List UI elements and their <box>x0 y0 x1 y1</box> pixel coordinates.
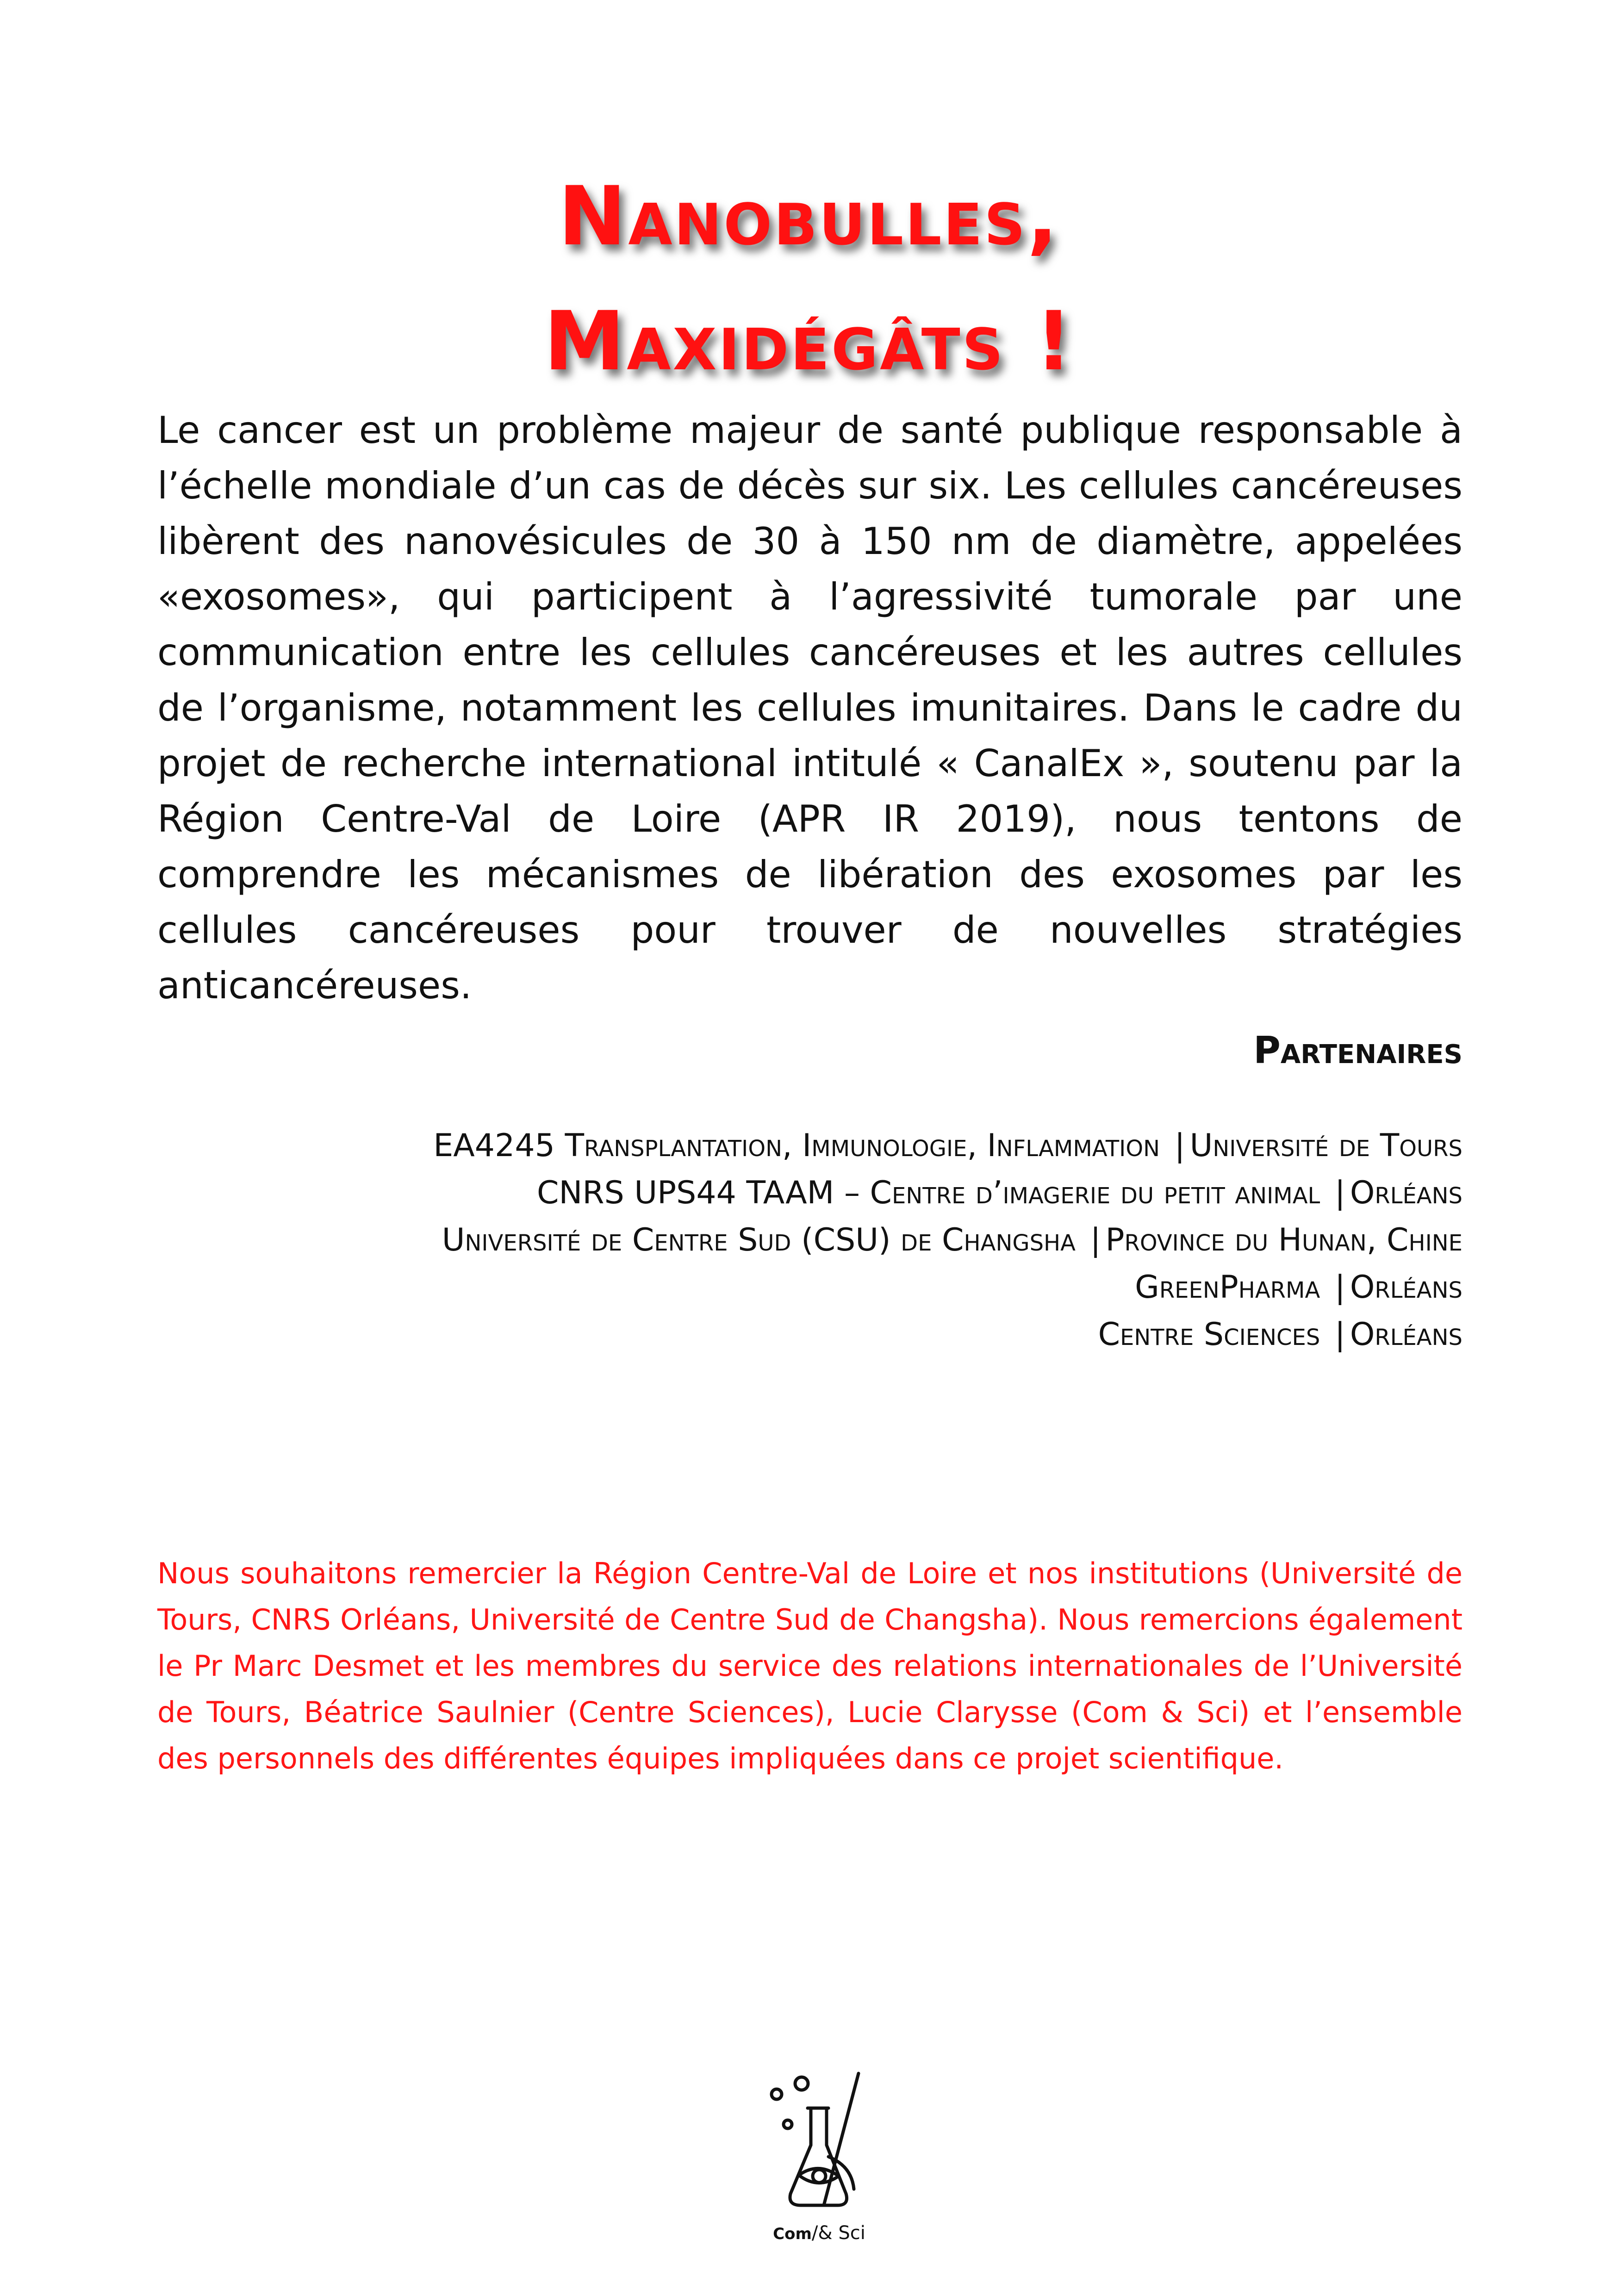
partner-location: Orléans <box>1350 1175 1462 1211</box>
partner-name: GreenPharma <box>1135 1269 1320 1306</box>
title-line-1: Nanobulles, <box>558 168 1060 264</box>
partner-separator: | <box>1334 1175 1345 1211</box>
partner-name: Université de Centre Sud (CSU) de Changsha <box>442 1222 1076 1258</box>
partners-heading: Partenaires <box>1253 1029 1462 1072</box>
page-title <box>0 154 1618 404</box>
title-line-2: Maxidégâts ! <box>544 293 1074 389</box>
partner-location: Université de Tours <box>1189 1127 1462 1164</box>
intro-paragraph: Le cancer est un problème majeur de santé publique responsable à l’échelle mondiale d’un cas de décès sur six. Les cellules cancéreuses libèrent des nanovésicules de 30 à 150 nm de diamètre, appelées «exosomes», qui participent à l’agressivité tumorale par une communication entre les cellules cancéreuses et les autres cellules de l’organisme, notamment les cellules imunitaires. Dans le cadre du projet de recherche international intitulé « CanalEx », soutenu par la Région Centre-Val de Loire (APR IR 2019), nous tentons de comprendre les mécanismes de libération des exosomes par les cellules cancéreuses pour trouver de nouvelles stratégies anticancéreuses. <box>157 409 1462 1007</box>
partner-separator: | <box>1174 1127 1185 1164</box>
partner-separator: | <box>1090 1222 1101 1258</box>
partner-location: Province du Hunan, Chine <box>1105 1222 1462 1258</box>
partner-item <box>74 1311 1462 1358</box>
logo-com: Com <box>773 2225 812 2243</box>
partner-item <box>74 1217 1462 1264</box>
partner-separator: | <box>1334 1269 1345 1306</box>
logo-slash: / <box>811 2222 818 2244</box>
partner-name: Centre Sciences <box>1098 1316 1320 1353</box>
partner-name: CNRS UPS44 TAAM – Centre d’imagerie du petit animal <box>537 1175 1320 1211</box>
partner-item <box>74 1264 1462 1311</box>
partner-location: Orléans <box>1350 1316 1462 1353</box>
flask-eye-icon <box>759 2069 879 2221</box>
partner-item <box>74 1170 1462 1217</box>
acknowledgment-paragraph: Nous souhaitons remercier la Région Centre-Val de Loire et nos institutions (Université de Tours, CNRS Orléans, Université de Centre Sud de Changsha). Nous remercions également le Pr Marc Desmet et les membres du service des relations internationales de l’Université de Tours, Béatrice Saulnier (Centre Sciences), Lucie Clarysse (Com & Sci) et l’ensemble des personnels des différentes équipes impliquées dans ce projet scientifique. <box>157 1556 1462 1775</box>
partner-location: Orléans <box>1350 1269 1462 1306</box>
logo-text <box>759 2221 879 2246</box>
logo-sci: & Sci <box>818 2222 865 2244</box>
partner-item <box>74 1122 1462 1170</box>
partner-name: EA4245 Transplantation, Immunologie, Inflammation <box>433 1127 1160 1164</box>
partner-separator: | <box>1334 1316 1345 1353</box>
partners-list <box>74 1122 1462 1358</box>
com-sci-logo <box>759 2069 879 2245</box>
